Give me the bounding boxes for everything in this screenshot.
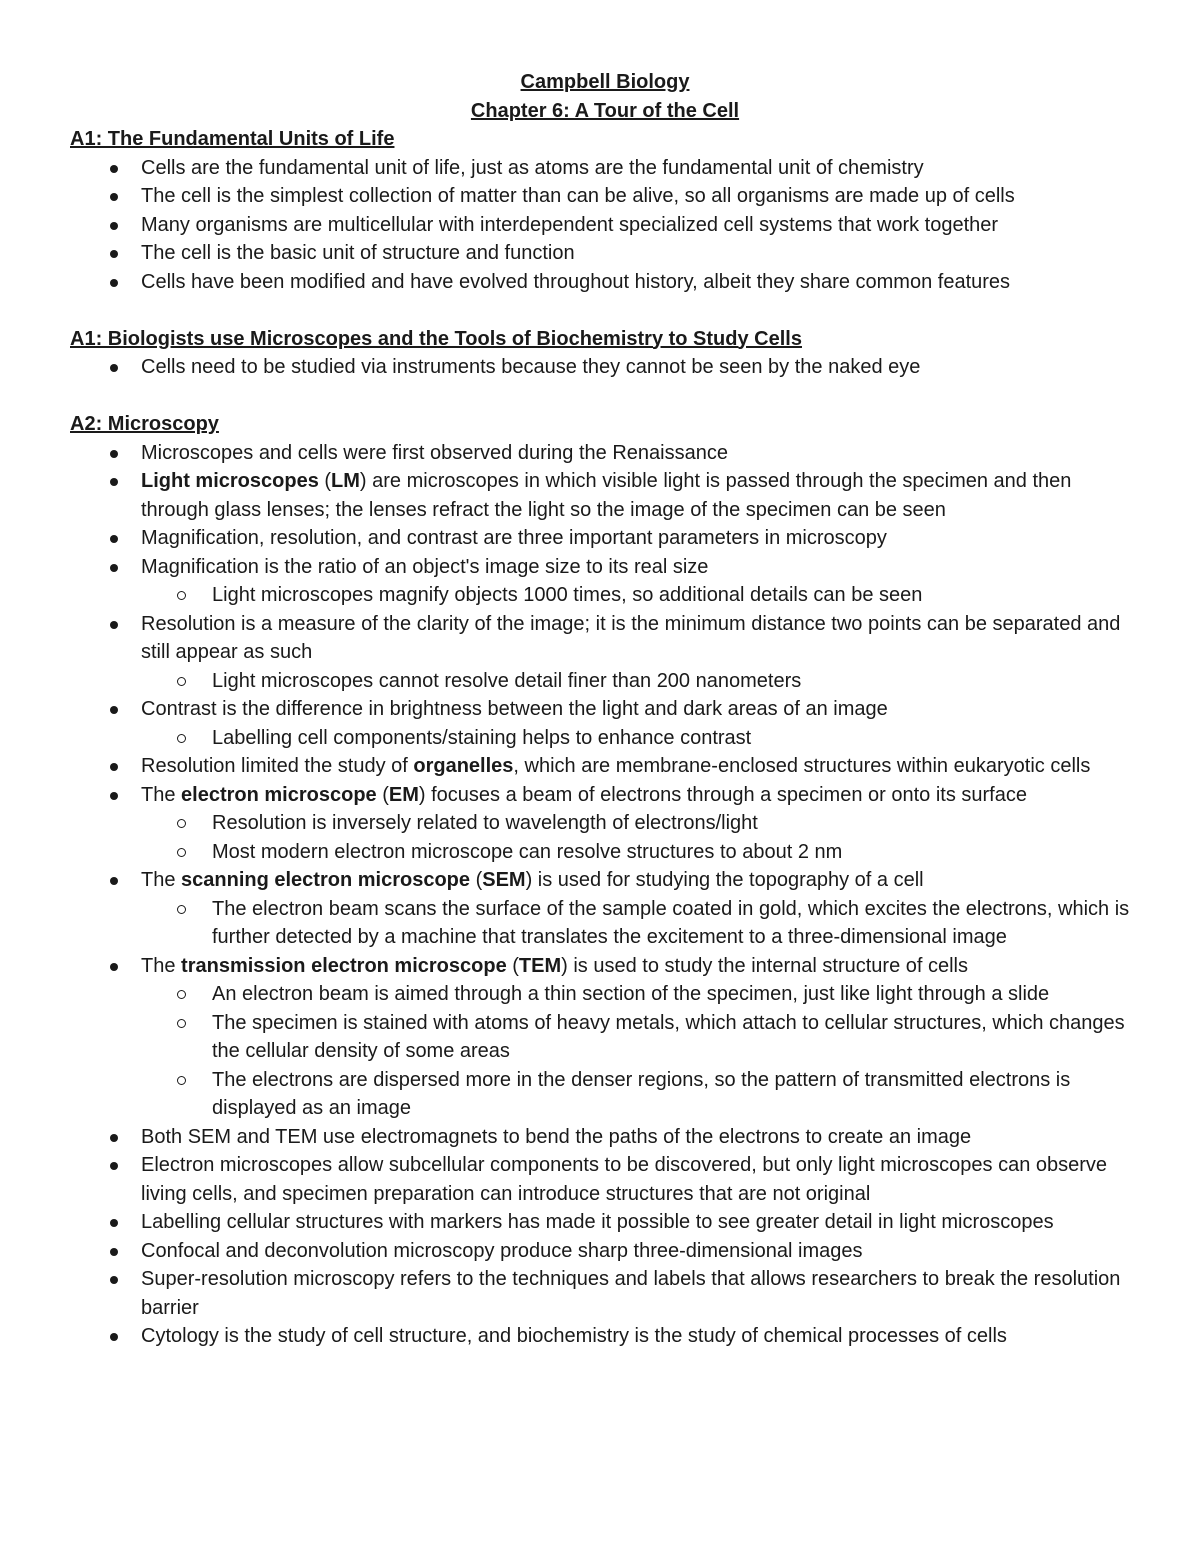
section-heading-microscopy: A2: Microscopy [70,413,219,435]
chapter-title: Chapter 6: A Tour of the Cell [470,99,740,122]
list-item: Cells need to be studied via instruments because they cannot be seen by the naked eye [70,353,1140,382]
list-item: Labelling cellular structures with markers has made it possible to see greater detail in light microscopes [70,1208,1140,1237]
list-item: Microscopes and cells were first observed during the Renaissance [70,439,1140,468]
text-fragment: The [141,783,182,806]
text-fragment: Magnification is the ratio of an object's image size to its real size [141,555,709,578]
section-fundamental-units-list [70,154,1140,297]
sub-list [70,895,1140,952]
sub-list-item: The specimen is stained with atoms of heavy metals, which attach to cellular structures, which changes the cellular density of some areas [141,1009,1140,1066]
section-microscopy-list [70,439,1140,1351]
text-fragment: ) is used for studying the topography of a cell [525,869,924,891]
text-fragment: Resolution is a measure of the clarity of the image; it is the minimum distance two points can be separated and still appear as such [141,612,1121,663]
spacer [70,382,1140,411]
list-item: Super-resolution microscopy refers to the techniques and labels that allows researchers to break the resolution barrier [70,1265,1140,1322]
list-item [70,781,1140,867]
document-page [70,68,1140,1351]
list-item: The cell is the basic unit of structure and function [70,239,1140,268]
term-sem: SEM [482,869,526,891]
list-item: Cells have been modified and have evolved throughout history, albeit they share common features [70,268,1140,297]
sub-list-item: The electron beam scans the surface of the sample coated in gold, which excites the electrons, which is further detected by a machine that translates the excitement to a three-dimensional image [141,895,1140,952]
list-item [70,866,1140,952]
term-light-microscopes: Light microscopes [141,470,319,492]
text-fragment: ) focuses a beam of electrons through a specimen or onto its surface [418,783,1027,806]
sub-list-item: Labelling cell components/staining helps to enhance contrast [141,724,1140,753]
text-fragment: ( [318,470,332,492]
sub-list [70,724,1140,753]
list-item: The cell is the simplest collection of matter than can be alive, so all organisms are made up of cells [70,182,1140,211]
term-tem: TEM [518,954,562,977]
list-item: Electron microscopes allow subcellular components to be discovered, but only light microscopes can observe living cells, and specimen preparation can introduce structures that are not original [70,1151,1140,1208]
sub-list [70,581,1140,610]
sub-list [70,980,1140,1123]
sub-list-item: An electron beam is aimed through a thin section of the specimen, just like light through a slide [141,980,1140,1009]
list-item: Cytology is the study of cell structure, and biochemistry is the study of chemical processes of cells [70,1322,1140,1351]
list-item [70,752,1140,781]
text-fragment: ( [376,783,389,806]
sub-list [70,809,1140,866]
term-em: EM [388,783,419,806]
term-electron-microscope: electron microscope [181,783,377,806]
sub-list [70,667,1140,696]
sub-list-item: The electrons are dispersed more in the denser regions, so the pattern of transmitted electrons is displayed as an image [141,1066,1140,1123]
text-fragment: ) is used to study the internal structure of cells [561,954,968,977]
section-heading-fundamental-units: A1: The Fundamental Units of Life [70,128,395,150]
sub-list-item: Most modern electron microscope can resolve structures to about 2 nm [141,838,1140,867]
list-item: Cells are the fundamental unit of life, just as atoms are the fundamental unit of chemistry [70,154,1140,183]
document-title: Campbell Biology [520,71,690,93]
term-scanning-electron-microscope: scanning electron microscope [181,869,471,891]
list-item: Magnification, resolution, and contrast are three important parameters in microscopy [70,524,1140,553]
text-fragment: The [141,869,182,891]
list-item [70,467,1140,524]
text-fragment: ( [506,954,519,977]
term-organelles: organelles [413,755,514,777]
section-heading-microscopes-biochemistry: A1: Biologists use Microscopes and the Tools of Biochemistry to Study Cells [70,327,802,350]
list-item: Many organisms are multicellular with interdependent specialized cell systems that work together [70,211,1140,240]
sub-list-item: Light microscopes magnify objects 1000 times, so additional details can be seen [141,581,1140,610]
sub-list-item: Resolution is inversely related to wavelength of electrons/light [141,809,1140,838]
list-item: Both SEM and TEM use electromagnets to bend the paths of the electrons to create an image [70,1123,1140,1152]
list-item: Confocal and deconvolution microscopy produce sharp three-dimensional images [70,1237,1140,1266]
term-lm: LM [331,470,360,492]
text-fragment: Contrast is the difference in brightness between the light and dark areas of an image [141,698,888,720]
text-fragment: , which are membrane-enclosed structures within eukaryotic cells [513,755,1091,777]
text-fragment: ( [470,869,483,891]
list-item [70,610,1140,696]
text-fragment: The [141,954,182,977]
text-fragment: ) are microscopes in which visible light is passed through the specimen and then through glass lenses; the lenses refract the light so the image of the specimen can be seen [141,470,1072,521]
list-item [70,553,1140,610]
list-item [70,952,1140,1123]
spacer [70,296,1140,325]
section-microscopes-biochemistry-list [70,353,1140,382]
term-transmission-electron-microscope: transmission electron microscope [181,954,507,977]
text-fragment: Resolution limited the study of [141,755,414,777]
list-item [70,695,1140,752]
sub-list-item: Light microscopes cannot resolve detail finer than 200 nanometers [141,667,1140,696]
